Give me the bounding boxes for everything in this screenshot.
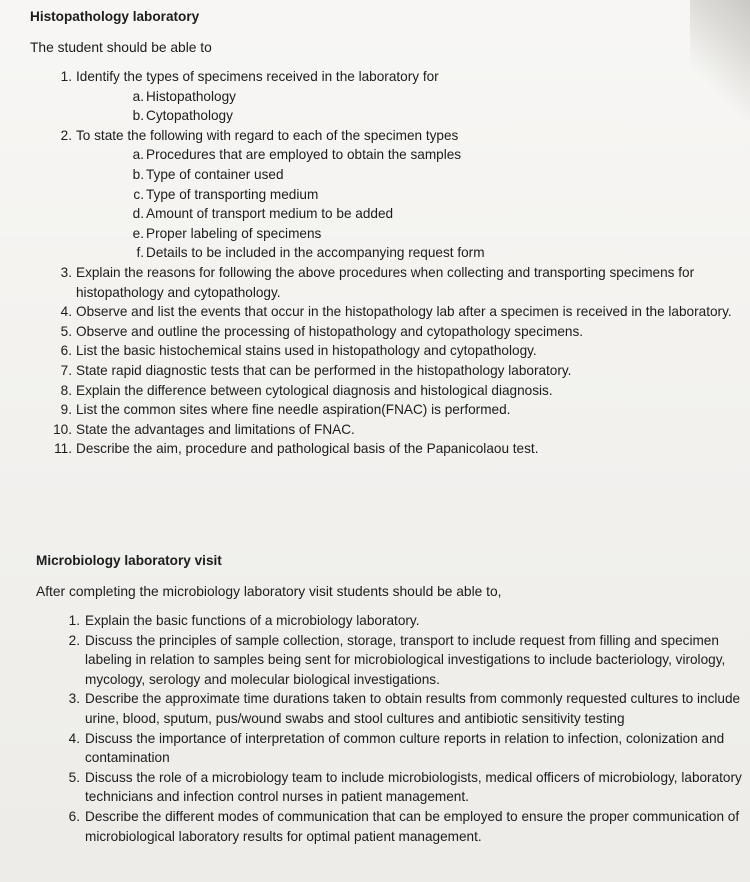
item-number: 8.	[60, 382, 72, 398]
sub-list-item	[124, 165, 742, 185]
item-number: 3.	[68, 691, 80, 707]
microbiology-heading: Microbiology laboratory visit	[36, 553, 222, 568]
sub-item-letter: a.	[132, 147, 144, 163]
list-item	[52, 302, 742, 322]
item-text: Explain the basic functions of a microbiology laboratory.	[85, 613, 420, 628]
list-item	[60, 689, 744, 728]
item-text: Explain the reasons for following the above procedures when collecting and transporting specimens for histopathology and cytopathology.	[76, 264, 695, 300]
item-number: 3.	[60, 264, 72, 280]
sub-list-item	[124, 204, 742, 224]
item-number: 2.	[60, 127, 72, 143]
sub-list-item	[124, 87, 742, 107]
item-text: Describe the approximate time durations taken to obtain results from commonly requested cultures to include urine, blood, sputum, pus/wound swabs and stool cultures and antibiotic sensitivity testing	[85, 691, 741, 726]
item-text: Identify the types of specimens received in the laboratory for	[76, 69, 439, 84]
list-item	[52, 341, 742, 361]
item-text: List the common sites where fine needle aspiration(FNAC) is performed.	[76, 402, 511, 418]
sub-item-letter: a.	[132, 88, 144, 104]
sub-item-letter: b.	[132, 166, 144, 182]
item-text: List the basic histochemical stains used in histopathology and cytopathology.	[76, 343, 537, 359]
sub-list-item	[124, 185, 742, 205]
sub-item-letter: d.	[132, 206, 144, 222]
item-number: 7.	[60, 362, 72, 378]
sub-list-item	[124, 145, 742, 165]
list-item	[52, 381, 742, 401]
sub-list-item	[124, 224, 742, 244]
item-number: 4.	[68, 730, 80, 746]
item-text: Observe and outline the processing of histopathology and cytopathology specimens.	[76, 323, 584, 339]
item-number: 1.	[68, 613, 80, 628]
item-text: To state the following with regard to each of the specimen types	[76, 127, 459, 143]
list-item	[60, 611, 744, 631]
item-text: Discuss the principles of sample collection, storage, transport to include request from filling and specimen labeling in relation to samples being sent for microbiological investigations to include bacteriology, virology, mycology, serology and molecular biological investigations.	[85, 632, 726, 687]
list-item	[52, 361, 742, 381]
sub-item-text: Histopathology	[146, 88, 236, 104]
histopathology-intro: The student should be able to	[30, 40, 212, 55]
microbiology-intro: After completing the microbiology laboratory visit students should be able to,	[36, 584, 502, 599]
item-text: State the advantages and limitations of FNAC.	[76, 421, 355, 437]
list-item	[52, 400, 742, 420]
item-text: Discuss the role of a microbiology team to include microbiologists, medical officers of microbiology, laboratory technicians and infection control nurses in patient management.	[85, 769, 742, 805]
microbiology-objectives-list	[60, 611, 744, 846]
sub-list-item	[124, 106, 742, 126]
sub-item-text: Type of container used	[146, 166, 284, 182]
sub-item-letter: e.	[132, 225, 144, 241]
item-text: Observe and list the events that occur in the histopathology lab after a specimen is received in the laboratory.	[76, 304, 732, 320]
item-number: 2.	[68, 632, 80, 648]
sub-list	[124, 145, 742, 263]
list-item	[60, 631, 744, 690]
list-item	[60, 768, 744, 807]
item-text: Discuss the importance of interpretation of common culture reports in relation to infection, colonization and contamination	[85, 730, 725, 766]
sub-list-item	[124, 243, 742, 263]
sub-list	[124, 87, 742, 126]
item-number: 4.	[60, 304, 72, 320]
item-number: 5.	[68, 769, 80, 785]
sub-item-letter: b.	[132, 108, 144, 124]
item-number: 6.	[68, 808, 80, 824]
sub-item-letter: c.	[133, 186, 144, 202]
item-number: 10.	[53, 421, 72, 437]
item-number: 11.	[54, 441, 72, 457]
item-text: Describe the aim, procedure and pathological basis of the Papanicolaou test.	[76, 441, 539, 457]
sub-item-text: Procedures that are employed to obtain the samples	[146, 147, 462, 163]
item-number: 6.	[60, 343, 72, 359]
list-item	[52, 263, 742, 302]
list-item	[60, 807, 744, 846]
item-number: 9.	[60, 402, 72, 418]
item-text: Explain the difference between cytological diagnosis and histological diagnosis.	[76, 382, 553, 398]
item-number: 5.	[60, 323, 72, 339]
sub-item-text: Details to be included in the accompanying request form	[146, 245, 485, 261]
list-item	[52, 126, 742, 263]
sub-item-text: Type of transporting medium	[146, 186, 319, 202]
item-text: State rapid diagnostic tests that can be performed in the histopathology laboratory.	[76, 362, 572, 378]
histopathology-objectives-list	[52, 67, 742, 459]
list-item	[60, 729, 744, 768]
sub-item-text: Proper labeling of specimens	[146, 225, 322, 241]
list-item	[52, 322, 742, 342]
item-number: 1.	[60, 69, 72, 84]
histopathology-heading: Histopathology laboratory	[30, 9, 200, 24]
list-item	[52, 67, 742, 126]
list-item	[52, 420, 742, 440]
sub-item-text: Cytopathology	[146, 108, 233, 124]
sub-item-text: Amount of transport medium to be added	[146, 206, 394, 222]
sub-item-letter: f.	[136, 245, 144, 261]
item-text: Describe the different modes of communication that can be employed to ensure the proper communication of microbiological laboratory results for optimal patient management.	[85, 808, 740, 844]
list-item	[52, 439, 742, 459]
